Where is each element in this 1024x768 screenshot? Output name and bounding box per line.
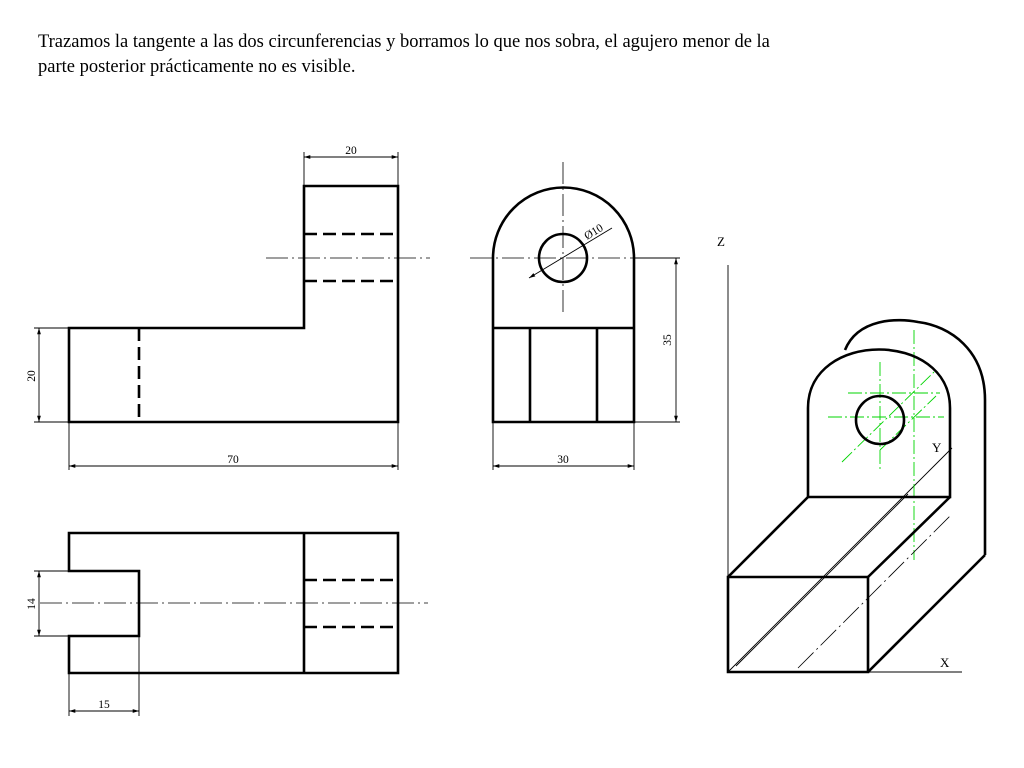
axis-x-label: X	[940, 655, 950, 670]
caption-line-1: Trazamos la tangente a las dos circunferencias y borramos lo que nos sobra, el agujero menor de la	[38, 32, 770, 52]
side-view	[470, 162, 680, 470]
axis-y-label: Y	[932, 440, 942, 455]
front-dim-top-text: 20	[345, 145, 357, 157]
side-dim-diameter-text: Ø10	[582, 222, 606, 243]
iso-base-right-bottom-edge	[868, 555, 985, 672]
front-view-outline	[69, 186, 398, 422]
front-dim-left-text: 20	[26, 370, 38, 382]
side-view-outline	[493, 187, 634, 422]
top-dim-left-text: 14	[26, 598, 38, 610]
iso-center-line-bottom	[798, 514, 952, 668]
iso-base-top-left-edge	[728, 497, 808, 577]
iso-base-top-right-edge	[868, 497, 950, 577]
iso-thin-line-1	[736, 494, 908, 666]
isometric-view	[717, 234, 985, 672]
top-dim-bottom-text: 15	[98, 699, 110, 711]
top-view	[26, 533, 428, 716]
front-dim-bottom-text: 70	[227, 454, 239, 466]
axis-y-line	[728, 448, 952, 672]
side-dim-right-text: 35	[662, 334, 674, 346]
iso-upright-front-face	[808, 350, 950, 498]
axis-z-label: Z	[717, 234, 725, 249]
side-dim-bottom-text: 30	[557, 454, 569, 466]
front-view	[26, 145, 430, 470]
caption-line-2: parte posterior prácticamente no es visible.	[38, 57, 356, 77]
iso-base-front-face	[728, 577, 868, 672]
